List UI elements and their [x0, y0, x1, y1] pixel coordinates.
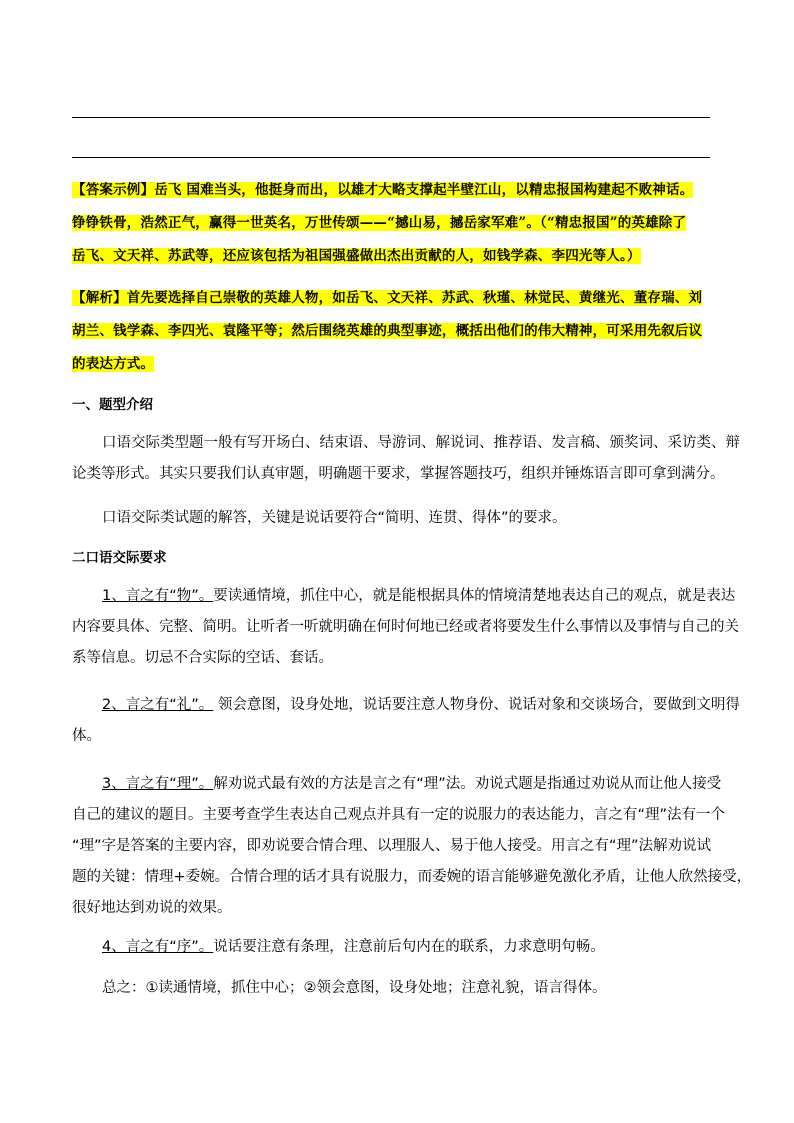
- answer-blank-line-1: [72, 117, 710, 118]
- analysis-line: 的表达方式。: [72, 356, 155, 372]
- item-lead: 3、言之有“理”。: [102, 776, 214, 792]
- analysis-line: 【解析】首先要选择自己崇敬的英雄人物，如岳飞、文天祥、苏武、秋瑾、林觉民、黄继光、董存瑞、刘: [72, 290, 703, 306]
- text-line: 很好地达到劝说的效果。: [72, 900, 232, 916]
- text-line: “理”字是答案的主要内容，即劝说要合情合理、以理服人、易于他人接受。用言之有“理”法解劝说试: [72, 838, 712, 854]
- requirement-item-2: [72, 690, 740, 752]
- answer-example-line: 岳飞、文天祥、苏武等，还应该包括为祖国强盛做出杰出贡献的人，如钱学森、李四光等人。）: [72, 248, 641, 264]
- requirement-item-4: [72, 932, 722, 963]
- text-line: 论类等形式。其实只要我们认真审题，明确题干要求，掌握答题技巧，组织并锤炼语言即可拿到满分。: [72, 466, 725, 482]
- text-line: 口语交际类型题一般有写开场白、结束语、导游词、解说词、推荐语、发言稿、颁奖词、采访类、辩: [102, 435, 740, 451]
- requirement-item-3: [72, 769, 752, 924]
- section-heading-intro: 一、题型介绍: [72, 397, 153, 413]
- item-lead: 1、言之有“物”。: [102, 588, 214, 604]
- item-text: 领会意图，设身处地，说话要注意人物身份、说话对象和交谈场合，要做到文明得: [213, 697, 740, 713]
- analysis-line: 胡兰、钱学森、李四光、袁隆平等；然后围绕英雄的典型事迹，概括出他们的伟大精神，可采用先叙后议: [72, 323, 703, 339]
- item-lead: 4、言之有“序”。: [102, 939, 214, 955]
- summary: [72, 973, 722, 1004]
- text-line: [72, 581, 736, 612]
- answer-example: [72, 174, 722, 273]
- item-text: 说话要注意有条理，注意前后句内在的联系，力求意明句畅。: [213, 939, 605, 955]
- item-text: 要读通情境，抓住中心，就是能根据具体的情境清楚地表达自己的观点，就是表达: [213, 588, 736, 604]
- requirement-item-1: [72, 581, 739, 674]
- text-line: 自己的建议的题目。主要考查学生表达自己观点并具有一定的说服力的表达能力，言之有“理”法有一个: [72, 807, 726, 823]
- answer-blank-line-2: [72, 157, 710, 158]
- text-line: 口语交际类试题的解答，关键是说话要符合“简明、连贯、得体”的要求。: [102, 510, 567, 526]
- text-line: 体。: [72, 728, 101, 744]
- text-line: 题的关键：情理+委婉。合情合理的话才具有说服力，而委婉的语言能够避免激化矛盾，让他人欣然接受，: [72, 869, 752, 885]
- text-line: 系等信息。切忌不合实际的空话、套话。: [72, 650, 333, 666]
- item-text: 解劝说式最有效的方法是言之有“理”法。劝说式题是指通过劝说从而让他人接受: [213, 776, 722, 792]
- text-line: [72, 690, 740, 721]
- answer-example-line: 铮铮铁骨，浩然正气，赢得一世英名，万世传颂——“撼山易，撼岳家军难”。（“精忠报国”的英雄除了: [72, 215, 687, 231]
- text-line: [72, 769, 722, 800]
- text-line: [72, 932, 722, 963]
- answer-example-line: 【答案示例】岳飞 国难当头，他挺身而出，以雄才大略支撑起半壁江山，以精忠报国构建起不败神话。: [72, 182, 694, 198]
- analysis: [72, 282, 722, 381]
- text-line: 总之：①读通情境，抓住中心；②领会意图，设身处地；注意礼貌，语言得体。: [102, 980, 607, 996]
- intro-paragraph-1: [72, 428, 740, 490]
- section-heading-requirements: 二口语交际要求: [72, 550, 167, 566]
- text-line: 内容要具体、完整、简明。让听者一听就明确在何时何地已经或者将要发生什么事情以及事情与自己的关: [72, 619, 739, 635]
- item-lead: 2、言之有“礼”。: [102, 697, 214, 713]
- intro-paragraph-2: [72, 503, 722, 534]
